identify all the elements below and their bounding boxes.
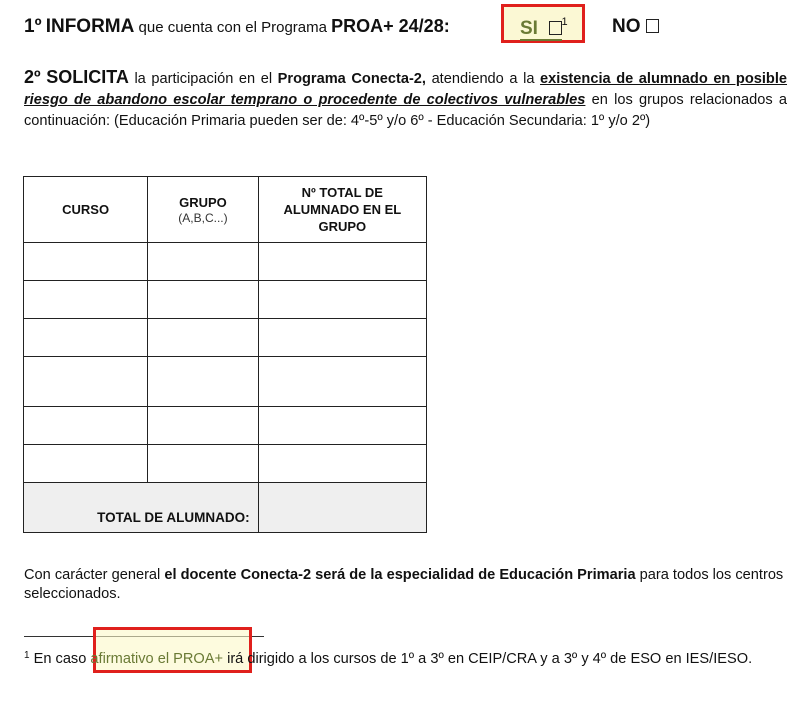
note-text-2: para todos los centros seleccionados. bbox=[24, 567, 784, 602]
header-total bbox=[258, 177, 426, 243]
header-grupo bbox=[148, 177, 258, 243]
solicita-text-3: en los grupos relacionados a continuación: (Educación Primaria pueden ser de: 4º-5º y/o 6º - Educación Secundaria: 1º y/o 2º) bbox=[24, 92, 788, 129]
no-option[interactable] bbox=[612, 16, 659, 38]
solicita-paragraph bbox=[24, 67, 787, 132]
groups-table bbox=[23, 176, 427, 533]
header-curso: CURSO bbox=[24, 177, 148, 243]
cell-curso[interactable] bbox=[24, 243, 148, 281]
cell-curso[interactable] bbox=[24, 357, 148, 407]
table-row bbox=[24, 319, 427, 357]
cell-curso[interactable] bbox=[24, 407, 148, 445]
si-checkbox[interactable] bbox=[549, 21, 562, 35]
solicita-number: 2º bbox=[24, 67, 41, 87]
si-footnote-mark: 1 bbox=[561, 16, 568, 28]
informa-number: 1º bbox=[24, 16, 42, 37]
program-name: PROA+ 24/28: bbox=[331, 16, 450, 36]
total-value-cell[interactable] bbox=[258, 483, 426, 533]
cell-grupo[interactable] bbox=[148, 281, 258, 319]
program-conecta: Programa Conecta-2, bbox=[277, 71, 426, 87]
cell-grupo[interactable] bbox=[148, 243, 258, 281]
general-note bbox=[24, 566, 796, 604]
table-row bbox=[24, 407, 427, 445]
footnote bbox=[24, 647, 784, 668]
cell-total[interactable] bbox=[258, 407, 426, 445]
header-total-label: Nº TOTAL DE ALUMNADO EN EL GRUPO bbox=[283, 185, 402, 234]
note-text-1: Con carácter general bbox=[24, 567, 165, 583]
solicita-underlined-2: riesgo de abandono escolar temprano o procedente de colectivos vulnerables bbox=[24, 92, 586, 108]
informa-keyword: INFORMA bbox=[45, 16, 135, 37]
table-total-row bbox=[24, 483, 427, 533]
table-row bbox=[24, 243, 427, 281]
no-label: NO bbox=[612, 16, 641, 37]
cell-grupo[interactable] bbox=[148, 445, 258, 483]
cell-total[interactable] bbox=[258, 319, 426, 357]
solicita-text-1: la participación en el bbox=[128, 71, 278, 87]
footnote-highlighted: afirmativo el PROA+ bbox=[90, 651, 224, 667]
table-row bbox=[24, 281, 427, 319]
total-label: TOTAL DE ALUMNADO: bbox=[24, 483, 259, 533]
si-option[interactable] bbox=[520, 16, 568, 40]
informa-line bbox=[24, 16, 450, 38]
header-grupo-label: GRUPO bbox=[179, 194, 227, 210]
cell-total[interactable] bbox=[258, 243, 426, 281]
solicita-keyword: SOLICITA bbox=[46, 67, 129, 87]
cell-curso[interactable] bbox=[24, 445, 148, 483]
footnote-mark: 1 bbox=[24, 650, 30, 661]
footnote-text-1: En caso bbox=[29, 651, 91, 667]
solicita-underlined-1: existencia de alumnado en posible bbox=[540, 71, 788, 87]
table-row bbox=[24, 445, 427, 483]
footnote-text-2: irá dirigido a los cursos de 1º a 3º en CEIP/CRA y a 3º y 4º de ESO en IES/IESO. bbox=[223, 651, 753, 667]
informa-text: que cuenta con el Programa bbox=[134, 19, 332, 36]
solicita-text-2: atendiendo a la bbox=[425, 71, 541, 87]
note-bold: el docente Conecta-2 será de la especialidad de Educación Primaria bbox=[164, 567, 636, 583]
no-checkbox[interactable] bbox=[646, 19, 659, 33]
header-grupo-sub: (A,B,C...) bbox=[178, 210, 228, 225]
cell-curso[interactable] bbox=[24, 281, 148, 319]
cell-total[interactable] bbox=[258, 445, 426, 483]
cell-total[interactable] bbox=[258, 357, 426, 407]
si-label: SI bbox=[520, 18, 538, 39]
table-row bbox=[24, 357, 427, 407]
cell-grupo[interactable] bbox=[148, 319, 258, 357]
cell-grupo[interactable] bbox=[148, 407, 258, 445]
table-header-row bbox=[24, 177, 427, 243]
cell-curso[interactable] bbox=[24, 319, 148, 357]
cell-total[interactable] bbox=[258, 281, 426, 319]
cell-grupo[interactable] bbox=[148, 357, 258, 407]
